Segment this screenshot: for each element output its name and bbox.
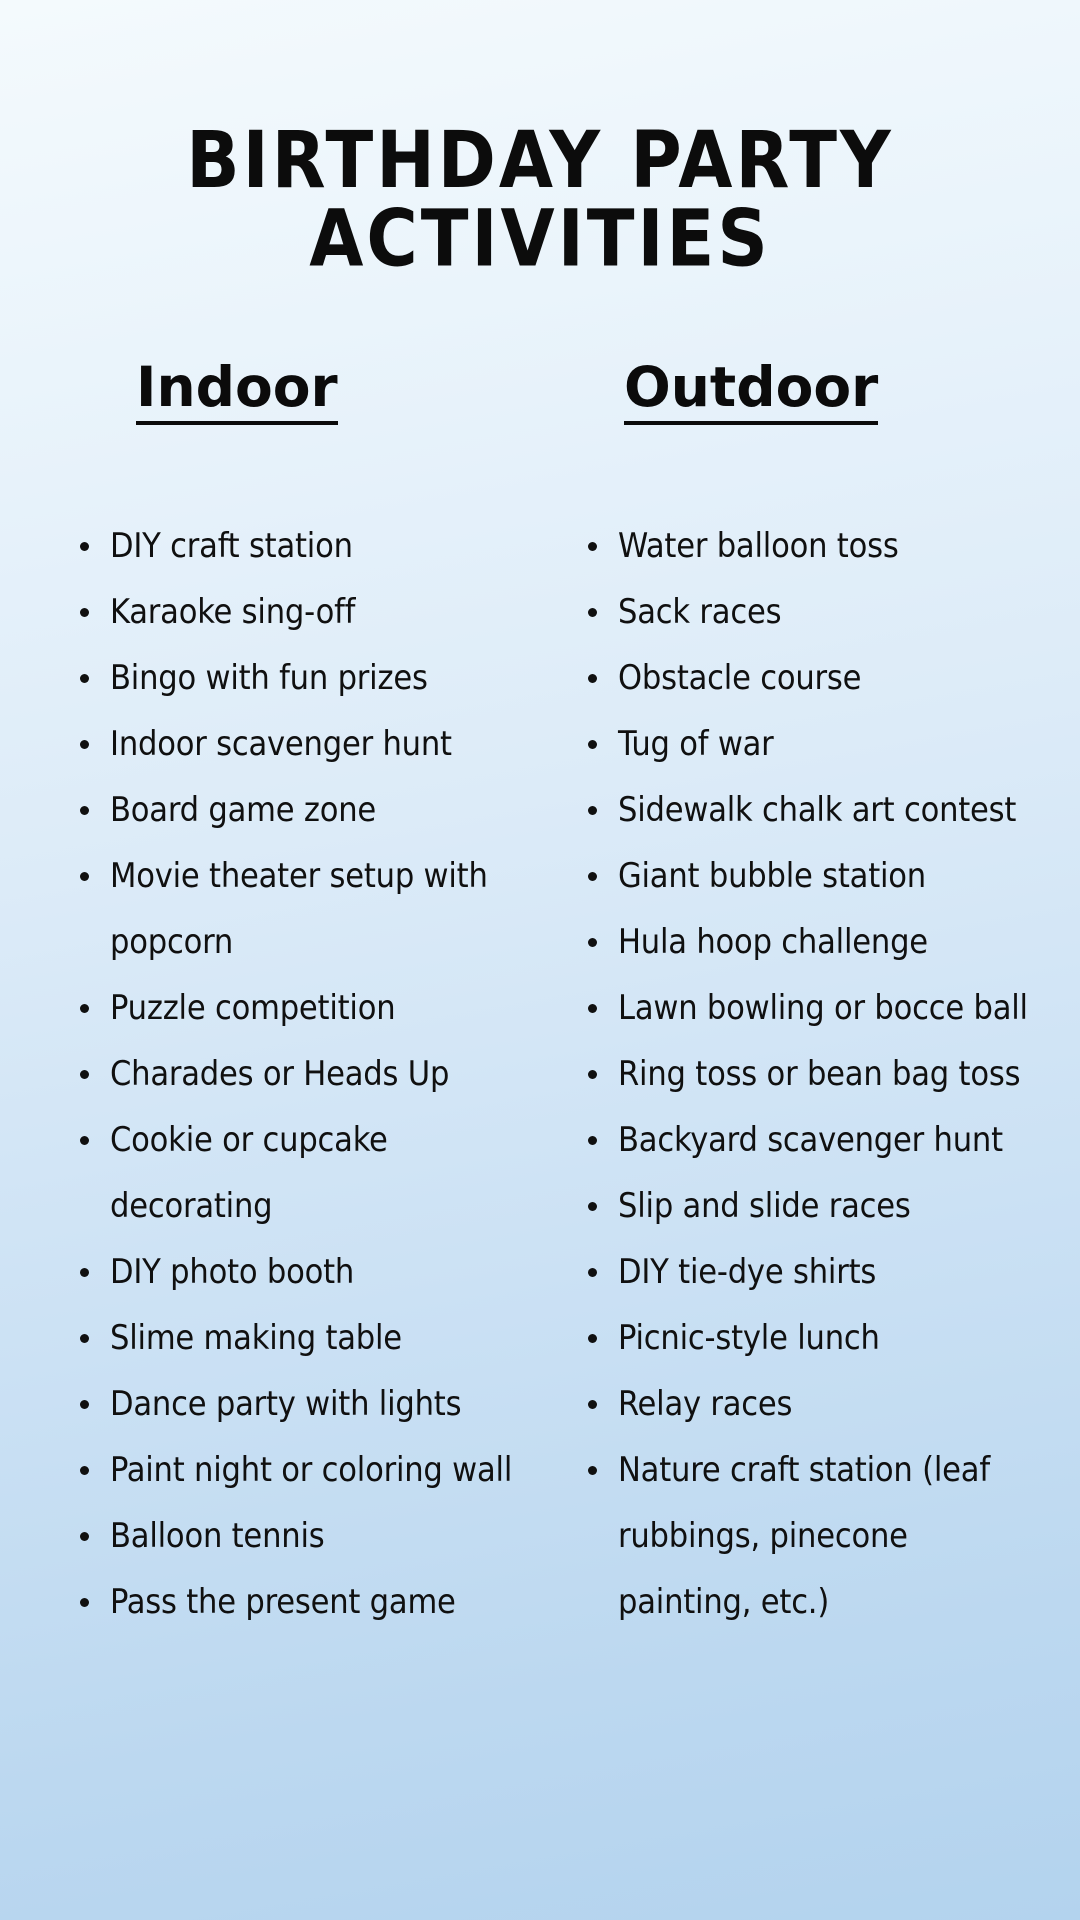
activity-columns (0, 355, 1080, 1635)
list-item: Tug of war (566, 711, 1040, 777)
list-item: Lawn bowling or bocce ball (566, 975, 1040, 1041)
list-item: Pass the present game (58, 1569, 530, 1635)
list-item: Backyard scavenger hunt (566, 1107, 1040, 1173)
list-item: Board game zone (58, 777, 530, 843)
list-item: DIY photo booth (58, 1239, 530, 1305)
list-item: Paint night or coloring wall (58, 1437, 530, 1503)
list-item: Movie theater setup with popcorn (58, 843, 530, 975)
list-item: DIY tie-dye shirts (566, 1239, 1040, 1305)
list-item: Charades or Heads Up (58, 1041, 530, 1107)
list-item: Bingo with fun prizes (58, 645, 530, 711)
list-item: Picnic-style lunch (566, 1305, 1040, 1371)
list-item: Sidewalk chalk art contest (566, 777, 1040, 843)
list-item: Water balloon toss (566, 513, 1040, 579)
list-item: Giant bubble station (566, 843, 1040, 909)
list-item: Obstacle course (566, 645, 1040, 711)
column-heading-outdoor-text: Outdoor (624, 360, 878, 425)
list-item: DIY craft station (58, 513, 530, 579)
page-title: BIRTHDAY PARTY ACTIVITIES (186, 114, 894, 285)
indoor-activity-list (58, 513, 540, 1635)
list-item: Slime making table (58, 1305, 530, 1371)
list-item: Sack races (566, 579, 1040, 645)
list-item: Puzzle competition (58, 975, 530, 1041)
list-item: Cookie or cupcake decorating (58, 1107, 530, 1239)
list-item: Indoor scavenger hunt (58, 711, 530, 777)
list-item: Hula hoop challenge (566, 909, 1040, 975)
list-item: Dance party with lights (58, 1371, 530, 1437)
list-item: Relay races (566, 1371, 1040, 1437)
column-indoor (40, 355, 540, 1635)
list-item: Balloon tennis (58, 1503, 530, 1569)
list-item: Karaoke sing-off (58, 579, 530, 645)
list-item: Ring toss or bean bag toss (566, 1041, 1040, 1107)
column-heading-indoor-text: Indoor (136, 360, 338, 425)
column-heading-outdoor (566, 355, 1040, 425)
list-item: Nature craft station (leaf rubbings, pinecone painting, etc.) (566, 1437, 1040, 1635)
column-outdoor (540, 355, 1040, 1635)
list-item: Slip and slide races (566, 1173, 1040, 1239)
outdoor-activity-list (566, 513, 1040, 1635)
column-heading-indoor (58, 355, 540, 425)
